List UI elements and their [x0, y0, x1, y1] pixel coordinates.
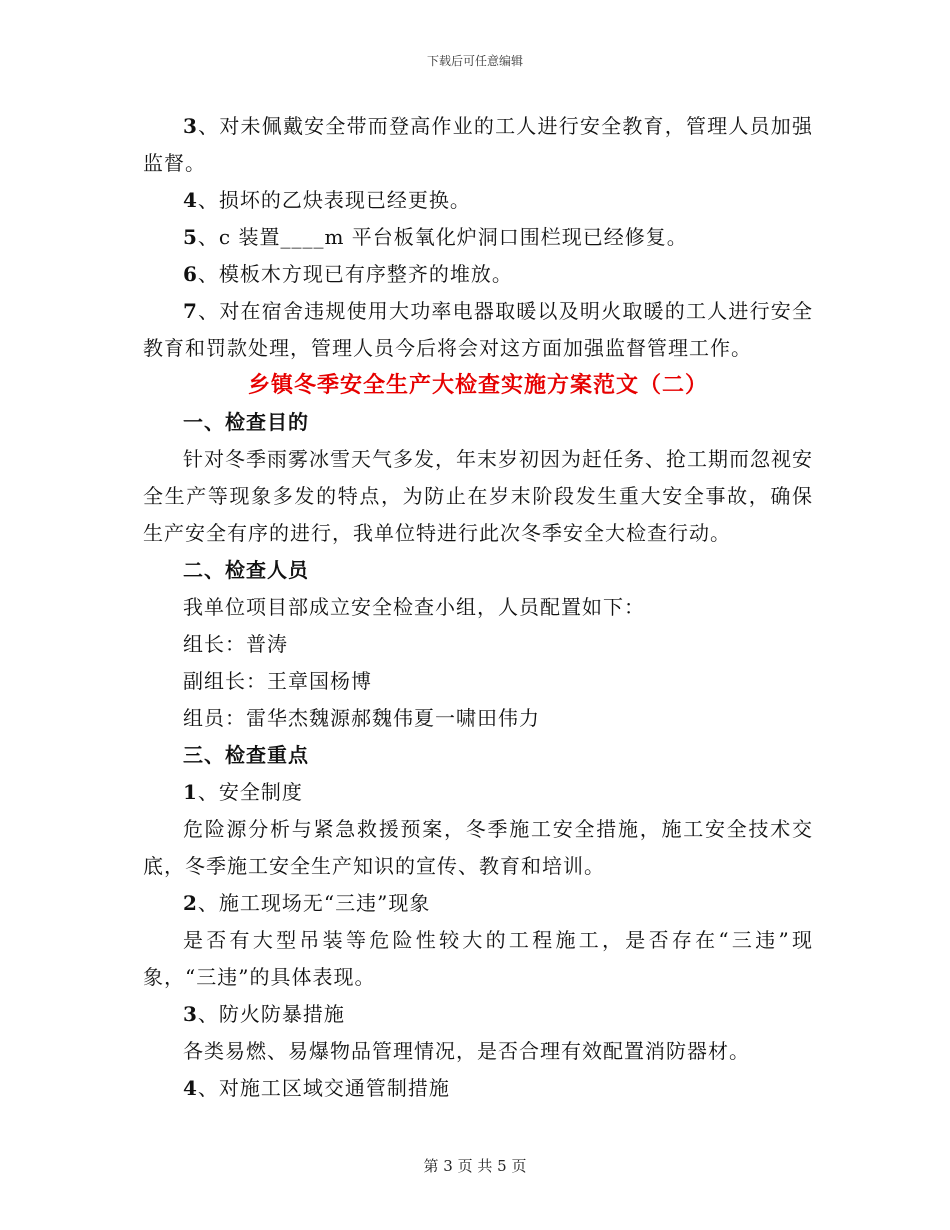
item-number: 5: [183, 225, 198, 249]
section-heading-purpose: 一、检查目的: [183, 410, 309, 434]
item-text: 、对在宿舍违规使用大功率电器取暖以及明火取暖的工人进行安全教育和罚款处理，管理人员今后将会对这方面加强监督管理工作。: [143, 299, 813, 360]
focus-item-title: [143, 885, 813, 922]
item-number: 2: [183, 891, 198, 915]
item-text: 、防火防暴措施: [197, 1002, 345, 1026]
document-body: [143, 108, 813, 1107]
page-footer: 第 3 页 共 5 页: [423, 1157, 527, 1175]
item-number: 4: [183, 1076, 198, 1100]
item-number: 1: [183, 780, 198, 804]
section-body-purpose: 针对冬季雨雾冰雪天气多发，年末岁初因为赶任务、抢工期而忽视安全生产等现象多发的特点，为防止在岁末阶段发生重大安全事故，确保生产安全有序的进行，我单位特进行此次冬季安全大检查行动。: [143, 447, 813, 545]
item-text: 、施工现场无“三违”现象: [197, 891, 431, 915]
list-item: [143, 256, 813, 293]
personnel-intro: 我单位项目部成立安全检查小组，人员配置如下：: [183, 595, 645, 619]
page-header: 下载后可任意编辑: [426, 54, 523, 68]
focus-item-body: 各类易燃、易爆物品管理情况，是否合理有效配置消防器材。: [183, 1039, 750, 1063]
item-text: 、对未佩戴安全带而登高作业的工人进行安全教育，管理人员加强监督。: [143, 114, 813, 175]
item-number: 6: [183, 262, 198, 286]
item-text: 、对施工区域交通管制措施: [197, 1076, 450, 1100]
document-title: 乡镇冬季安全生产大检查实施方案范文（二）: [247, 372, 708, 398]
item-number: 4: [183, 188, 198, 212]
personnel-deputy: 副组长：王章国杨博: [183, 669, 372, 693]
personnel-leader: 组长：普涛: [183, 632, 288, 656]
focus-item-title: [143, 1070, 813, 1107]
item-number: 7: [183, 299, 198, 323]
section-heading-personnel: 二、检查人员: [183, 558, 309, 582]
section-heading-focus: 三、检查重点: [183, 743, 309, 767]
item-number: 3: [183, 114, 198, 138]
focus-item-title: [143, 774, 813, 811]
item-text: 、模板木方现已有序整齐的堆放。: [197, 262, 513, 286]
focus-item-body: 危险源分析与紧急救援预案，冬季施工安全措施，施工安全技术交底，冬季施工安全生产知识的宣传、教育和培训。: [143, 817, 813, 878]
item-text: 、c 装置____m 平台板氧化炉洞口围栏现已经修复。: [197, 225, 688, 249]
focus-item-title: [143, 996, 813, 1033]
focus-item-body: 是否有大型吊装等危险性较大的工程施工，是否存在“三违”现象，“三违”的具体表现。: [143, 928, 813, 989]
personnel-members: 组员：雷华杰魏源郝魏伟夏一啸田伟力: [183, 706, 540, 730]
list-item: [143, 108, 813, 182]
item-text: 、安全制度: [197, 780, 303, 804]
item-number: 3: [183, 1002, 198, 1026]
item-text: 、损坏的乙炔表现已经更换。: [197, 188, 471, 212]
list-item: [143, 293, 813, 367]
list-item: [143, 182, 813, 219]
list-item: [143, 219, 813, 256]
